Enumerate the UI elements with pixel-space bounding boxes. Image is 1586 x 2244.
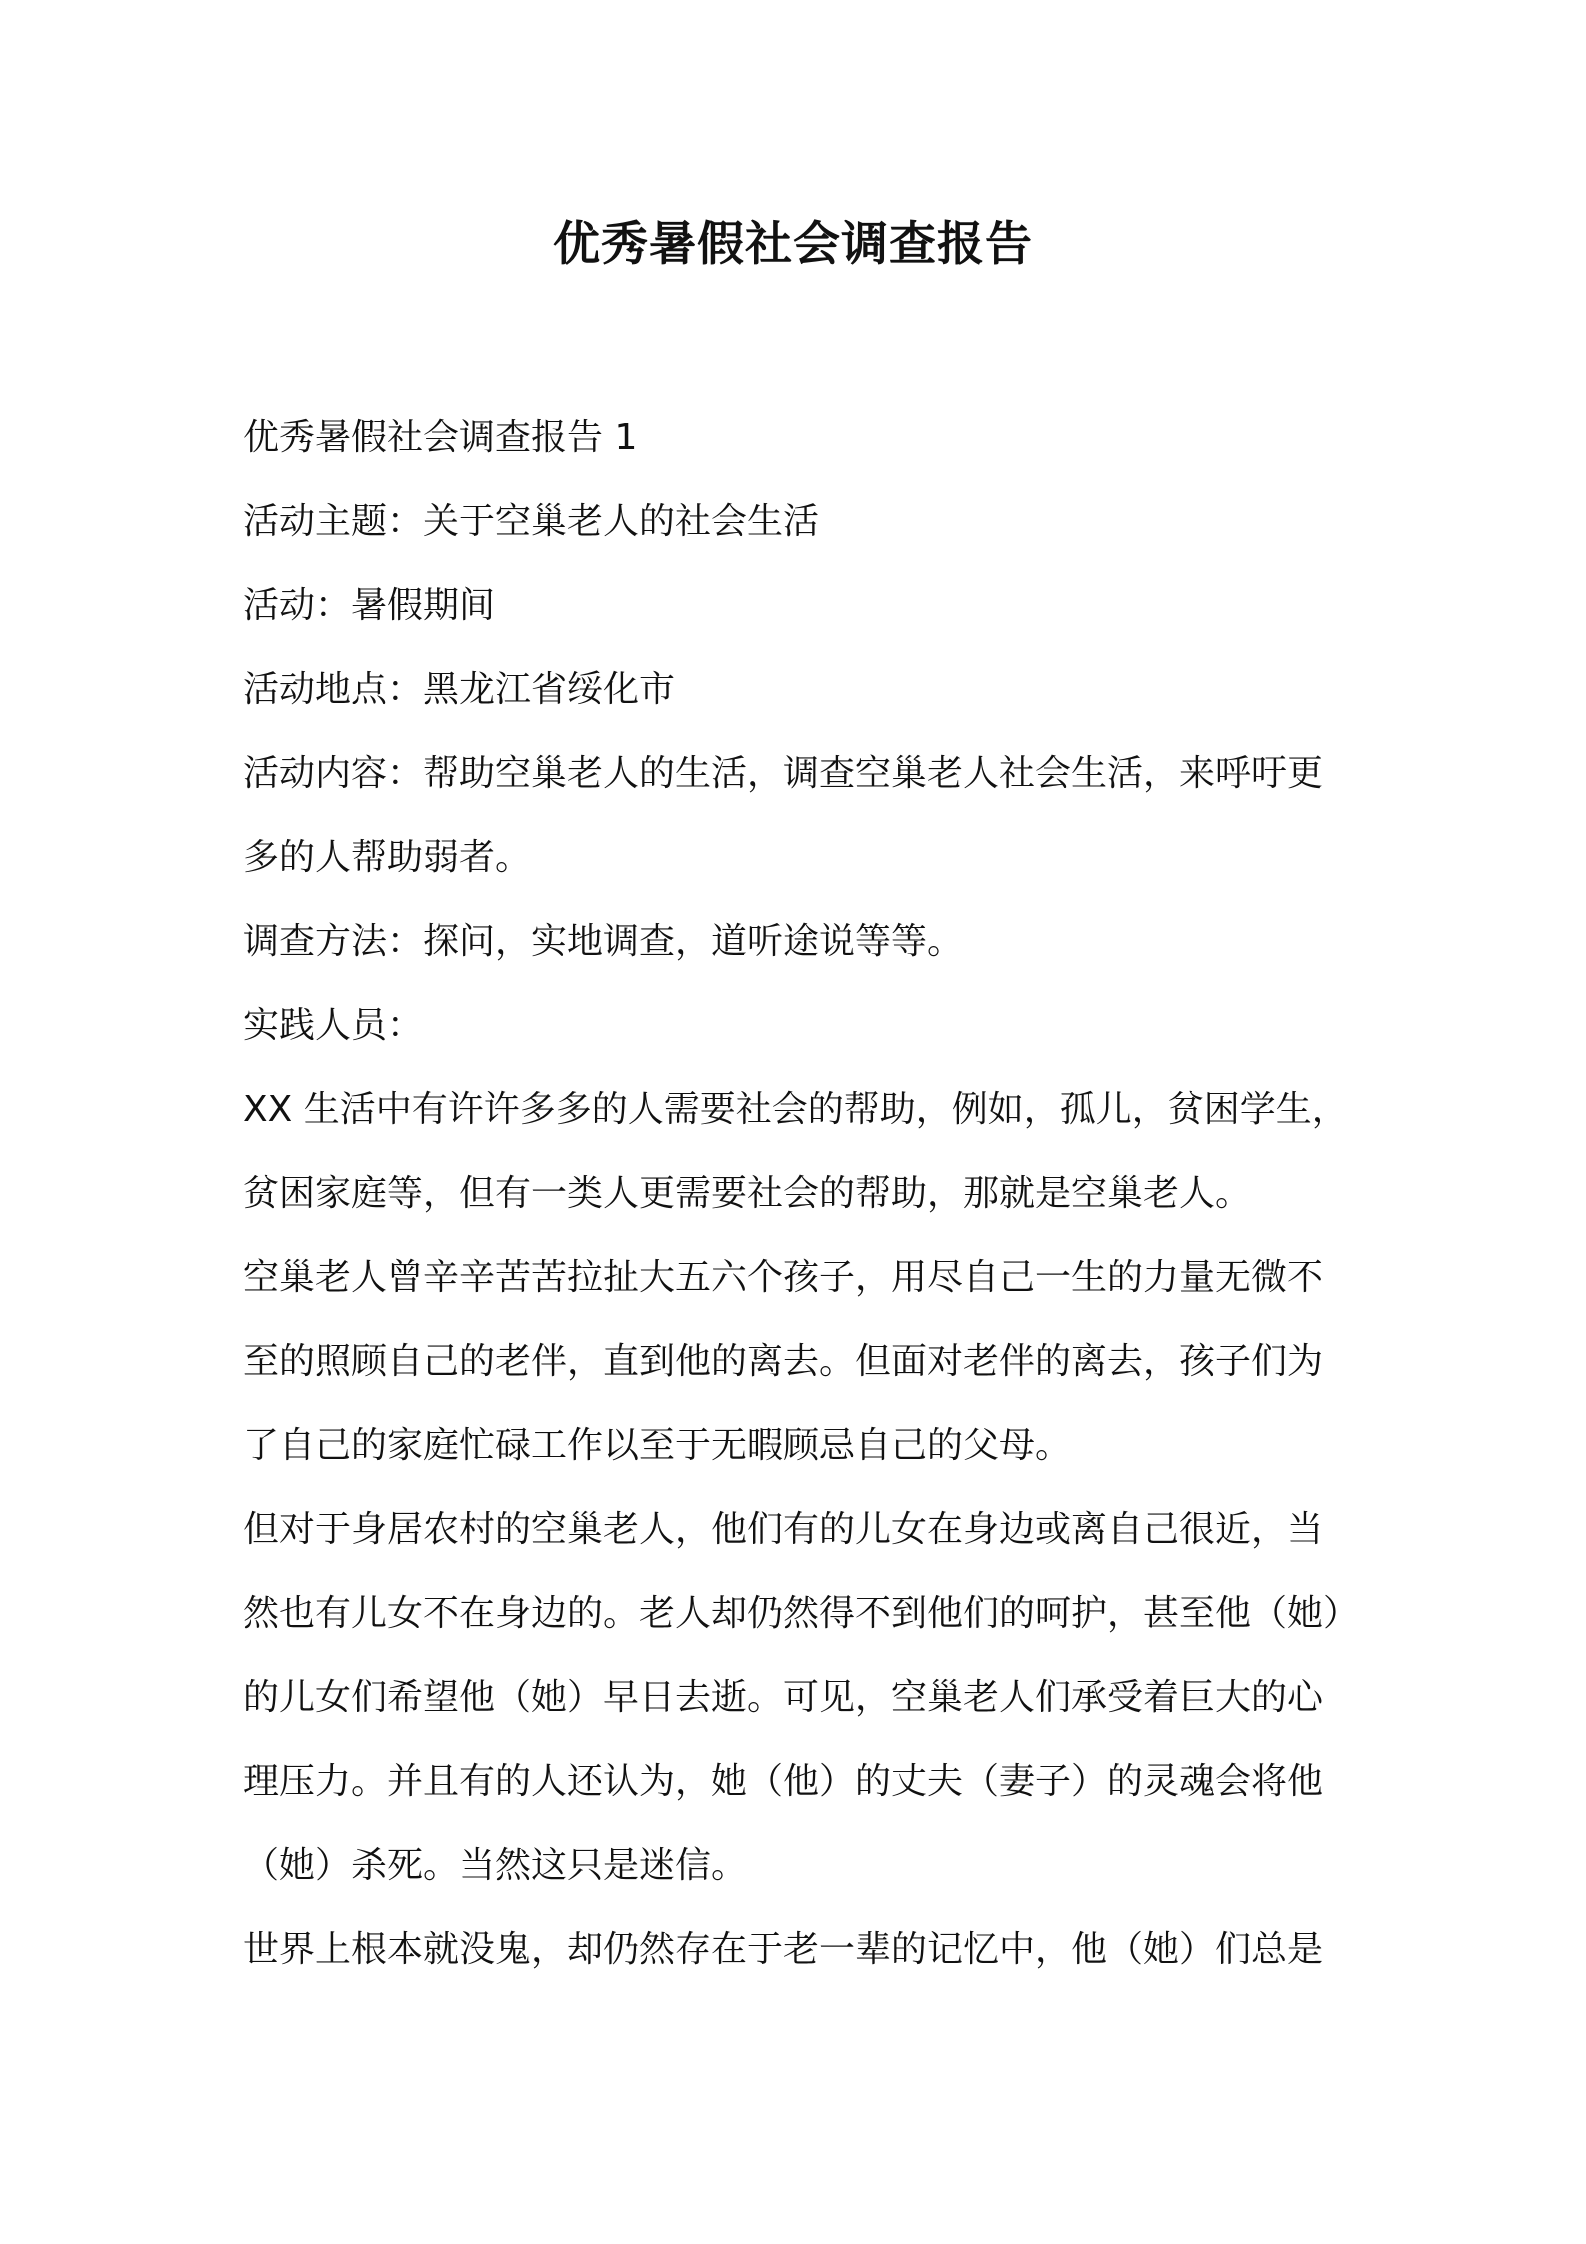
text-line: 了自己的家庭忙碌工作以至于无暇顾忌自己的父母。 [243,1425,1072,1466]
text-line: 活动：暑假期间 [243,585,496,626]
text-line: 的儿女们希望他（她）早日去逝。可见，空巢老人们承受着巨大的心 [243,1677,1324,1718]
text-line: 活动内容：帮助空巢老人的生活，调查空巢老人社会生活，来呼吁更 [243,753,1324,794]
text-line: 然也有儿女不在身边的。老人却仍然得不到他们的呵护，甚至他（她） [243,1593,1360,1634]
paragraph-body-4 [243,1908,1351,1992]
paragraph-survey-method [243,900,1351,984]
text-line: 多的人帮助弱者。 [243,837,532,878]
paragraph-body-1 [243,1068,1351,1236]
text-line: 空巢老人曾辛辛苦苦拉扯大五六个孩子，用尽自己一生的力量无微不 [243,1257,1324,1298]
text-line: 调查方法：探问，实地调查，道听途说等等。 [243,921,964,962]
paragraph-body-2 [243,1236,1351,1488]
document-body [243,396,1360,1992]
text-line: （她）杀死。当然这只是迷信。 [243,1845,748,1886]
text-line: 至的照顾自己的老伴，直到他的离去。但面对老伴的离去，孩子们为 [243,1341,1324,1382]
text-line: 活动主题：关于空巢老人的社会生活 [243,501,820,542]
paragraph-activity-location [243,648,1351,732]
text-line: XX 生活中有许许多多的人需要社会的帮助，例如，孤儿，贫困学生， [243,1089,1348,1130]
paragraph-report-heading [243,396,1351,480]
paragraph-participants [243,984,1351,1068]
paragraph-activity-theme [243,480,1351,564]
paragraph-activity-time [243,564,1351,648]
text-line: 世界上根本就没鬼，却仍然存在于老一辈的记忆中，他（她）们总是 [243,1929,1324,1970]
paragraph-activity-content [243,732,1351,900]
text-line: 实践人员： [243,1005,424,1046]
text-line: 贫困家庭等，但有一类人更需要社会的帮助，那就是空巢老人。 [243,1173,1252,1214]
text-line: 优秀暑假社会调查报告 1 [243,417,638,458]
paragraph-body-3 [243,1488,1360,1908]
text-line: 活动地点：黑龙江省绥化市 [243,669,676,710]
text-line: 理压力。并且有的人还认为，她（他）的丈夫（妻子）的灵魂会将他 [243,1761,1324,1802]
document-title: 优秀暑假社会调查报告 [553,217,1033,272]
text-line: 但对于身居农村的空巢老人，他们有的儿女在身边或离自己很近，当 [243,1509,1324,1550]
